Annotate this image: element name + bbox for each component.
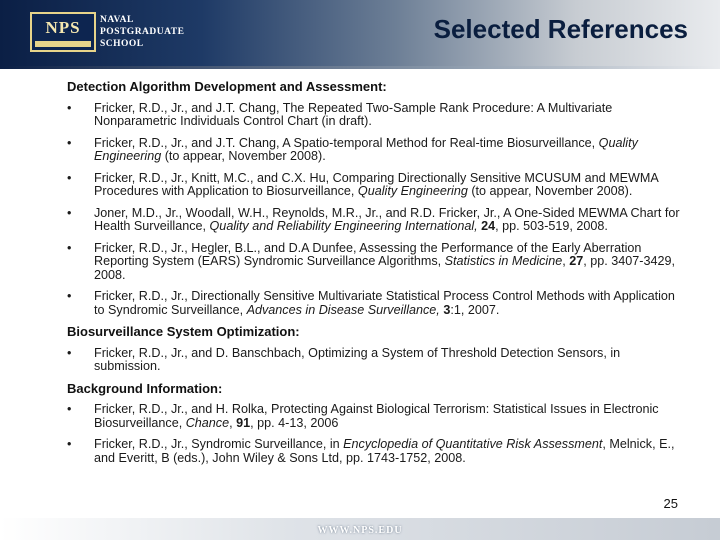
reference-item	[67, 207, 687, 234]
reference-segment: :1, 2007.	[450, 302, 500, 317]
logo-band	[35, 41, 91, 47]
reference-text	[94, 402, 659, 430]
reference-segment: , pp. 3407-3429, 2008.	[94, 254, 675, 282]
bullet-icon: •	[67, 135, 72, 150]
footer-url: WWW.NPS.EDU	[317, 525, 403, 536]
reference-segment: (to appear, November 2008).	[161, 149, 326, 163]
section-heading: Detection Algorithm Development and Assessment:	[67, 79, 387, 94]
section-heading: Background Information:	[67, 380, 223, 396]
reference-segment: Fricker, R.D., Jr., and J.T. Chang, The Repeated Two-Sample Rank Procedure: A Multivariate Nonparametric Individuals Control Chart (in draft).	[94, 100, 613, 128]
reference-segment: Fricker, R.D., Jr., Syndromic Surveillance, in	[94, 437, 344, 451]
reference-segment: Quality Engineering	[357, 184, 468, 198]
reference-item	[67, 438, 687, 465]
reference-segment: ,	[229, 415, 237, 430]
reference-segment: , pp. 503-519, 2008.	[495, 219, 608, 233]
page-number: 25	[663, 496, 678, 511]
reference-segment: 24	[481, 219, 496, 233]
reference-item	[67, 290, 687, 317]
reference-segment: Chance	[185, 415, 230, 430]
reference-segment: Joner, M.D., Jr., Woodall, W.H., Reynolds, M.R., Jr., and R.D. Fricker, Jr., A One-Sided MEWMA Chart for Health Surveillance,	[94, 205, 680, 233]
section-heading: Biosurveillance System Optimization:	[67, 324, 300, 339]
reference-segment: 27	[569, 254, 584, 268]
reference-segment: Fricker, R.D., Jr., and J.T. Chang, A Spatio-temporal Method for Real-time Biosurveillance,	[94, 135, 599, 150]
bullet-icon: •	[67, 100, 72, 115]
reference-segment: 91	[236, 415, 251, 430]
reference-text	[94, 437, 674, 465]
reference-text	[94, 171, 658, 199]
bullet-icon: •	[67, 289, 72, 303]
slide-footer	[0, 518, 720, 540]
reference-item	[67, 137, 687, 164]
school-name-line: SCHOOL	[100, 39, 144, 49]
reference-segment: Statistics in Medicine	[444, 254, 563, 268]
reference-item	[67, 172, 687, 199]
reference-segment: , pp. 4-13, 2006	[250, 415, 339, 430]
reference-segment: Fricker, R.D., Jr., Directionally Sensitive Multivariate Statistical Process Control Methods with Application to Syndromic Surveillance,	[94, 289, 675, 317]
reference-segment: Encyclopedia of Quantitative Risk Assessment	[343, 437, 603, 451]
nps-logo	[30, 12, 96, 52]
bullet-icon: •	[67, 345, 72, 360]
references-content	[67, 80, 687, 473]
reference-segment: Fricker, R.D., Jr., Knitt, M.C., and C.X. Hu, Comparing Directionally Sensitive MCUSUM and MEWMA Procedures with Application to Biosurveillance,	[94, 170, 659, 198]
reference-segment: ,	[562, 254, 570, 268]
reference-item	[67, 347, 687, 374]
reference-item	[67, 403, 687, 430]
bullet-icon: •	[67, 437, 72, 451]
reference-segment: Quality Engineering	[94, 135, 638, 163]
reference-segment: 3	[443, 302, 451, 317]
bullet-icon: •	[67, 240, 72, 255]
reference-segment: Fricker, R.D., Jr., and D. Banschbach, Optimizing a System of Threshold Detection Sensors, in submission.	[94, 345, 621, 373]
reference-segment: Advances in Disease Surveillance,	[246, 302, 440, 317]
reference-segment: (to appear, November 2008).	[467, 184, 633, 198]
reference-text	[94, 346, 620, 374]
bullet-icon: •	[67, 402, 72, 416]
reference-text	[94, 206, 680, 234]
school-name-line: NAVAL	[100, 15, 134, 25]
bullet-icon: •	[67, 205, 72, 220]
reference-segment: , Melnick, E., and Everitt, B (eds.), John Wiley & Sons Ltd, pp. 1743-1752, 2008.	[94, 437, 675, 465]
reference-text	[94, 241, 675, 282]
reference-item	[67, 102, 687, 129]
school-name-line: POSTGRADUATE	[100, 27, 185, 37]
reference-item	[67, 242, 687, 283]
reference-text	[94, 289, 675, 317]
logo-text: NPS	[45, 18, 81, 37]
school-name	[100, 14, 210, 50]
slide-header	[0, 0, 720, 66]
reference-segment: Quality and Reliability Engineering International,	[209, 219, 478, 233]
slide-title: Selected References	[433, 14, 688, 44]
reference-text	[94, 136, 638, 164]
reference-text	[94, 101, 612, 129]
bullet-icon: •	[67, 170, 72, 185]
header-divider	[0, 66, 720, 69]
reference-segment: Fricker, R.D., Jr., and H. Rolka, Protecting Against Biological Terrorism: Statistical Issues in Electronic Biosurveillance,	[94, 402, 659, 430]
reference-segment: Fricker, R.D., Jr., Hegler, B.L., and D.A Dunfee, Assessing the Performance of the Early Aberration Reporting System (EARS) Syndromic Surveillance Algorithms,	[94, 240, 642, 268]
